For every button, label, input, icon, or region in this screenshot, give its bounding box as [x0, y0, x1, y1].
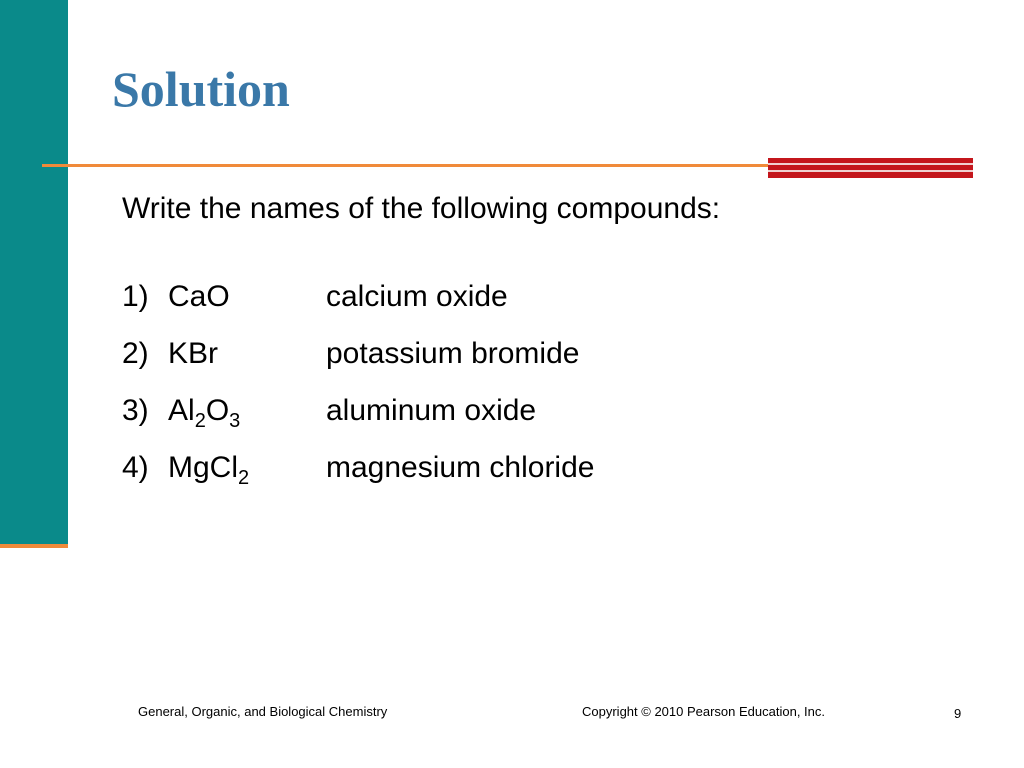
compound-name: magnesium chloride [326, 451, 595, 484]
compound-name: potassium bromide [326, 337, 580, 370]
chemical-formula [168, 276, 326, 318]
compound-name: aluminum oxide [326, 394, 537, 427]
formula-symbol: O [205, 394, 230, 427]
chemical-formula [168, 390, 326, 432]
chemical-formula [168, 447, 326, 489]
compound-item [122, 447, 720, 504]
footer-copyright: Copyright © 2010 Pearson Education, Inc. [582, 704, 826, 719]
question-prompt: Write the names of the following compounds: [122, 192, 721, 225]
slide-title: Solution [112, 61, 290, 117]
compound-item [122, 333, 720, 390]
compound-item [122, 276, 720, 333]
formula-symbol: KBr [168, 337, 219, 370]
slide-content [122, 188, 720, 504]
compound-name: calcium oxide [326, 280, 508, 313]
chemical-formula [168, 333, 326, 375]
formula-subscript: 2 [194, 410, 206, 432]
footer-book-title: General, Organic, and Biological Chemistry [138, 704, 388, 719]
item-number: 2) [122, 337, 149, 370]
formula-symbol: Al [168, 394, 195, 427]
compound-list [122, 276, 720, 504]
formula-subscript: 2 [238, 467, 250, 489]
formula-symbol: MgCl [168, 451, 239, 484]
compound-item [122, 390, 720, 447]
item-number: 4) [122, 451, 149, 484]
page-number: 9 [954, 706, 962, 721]
left-bar-orange-line [0, 544, 68, 548]
title-divider-red-accent [768, 158, 973, 178]
item-number: 1) [122, 280, 149, 313]
formula-subscript: 3 [229, 410, 241, 432]
left-teal-bar [0, 0, 68, 544]
formula-symbol: CaO [168, 280, 230, 313]
item-number: 3) [122, 394, 149, 427]
